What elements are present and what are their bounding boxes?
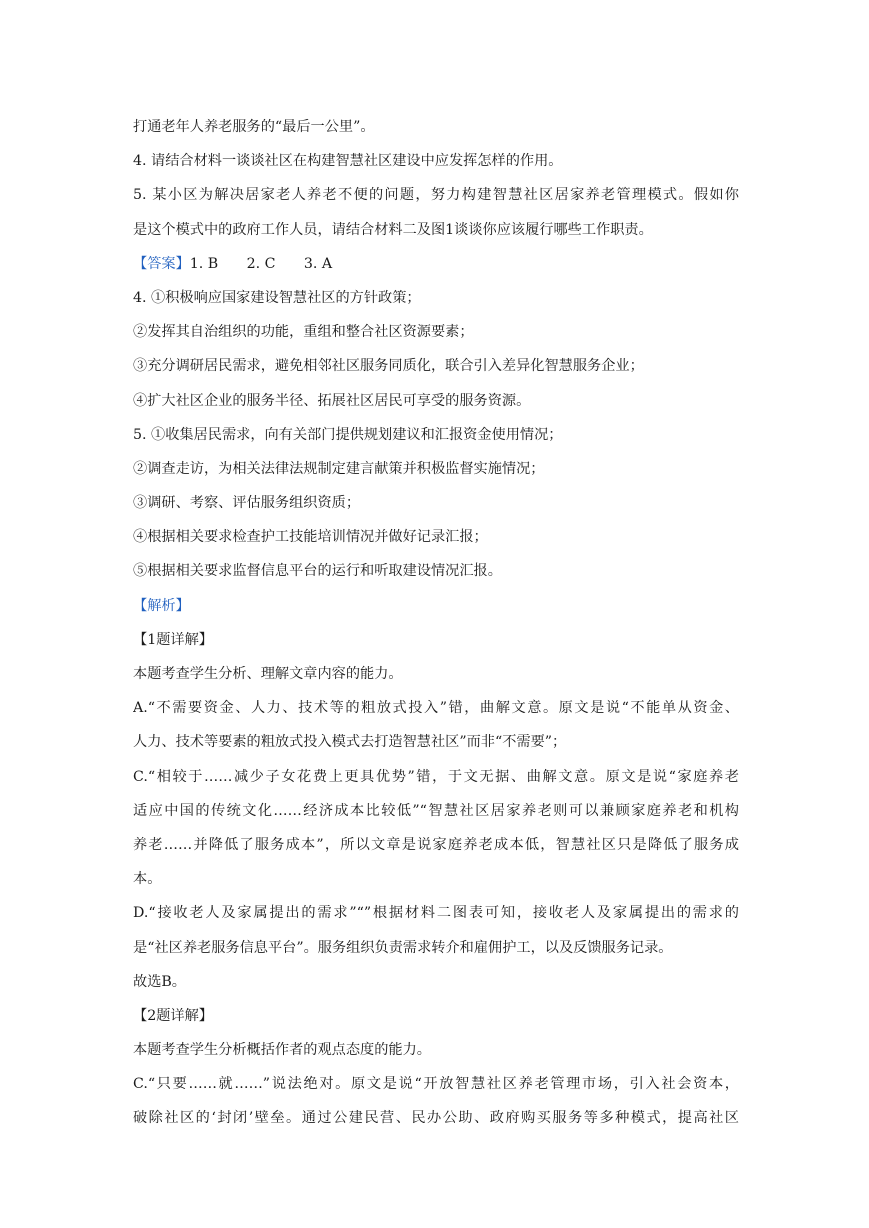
line-text: 人力、技术等要素的粗放式投入模式去打造智慧社区”而非“不需要”； xyxy=(133,734,567,751)
text-line xyxy=(133,1033,739,1067)
text-line xyxy=(133,554,739,588)
text-line xyxy=(133,418,739,452)
line-text: 【2题详解】 xyxy=(133,1007,213,1024)
line-text: ④根据相关要求检查护工技能培训情况并做好记录汇报； xyxy=(133,529,488,546)
text-line xyxy=(133,931,739,965)
line-text: C.“相较于……减少子女花费上更具优势”错，于文无据、曲解文意。原文是说“家庭养老 xyxy=(133,768,739,785)
line-text: 【1题详解】 xyxy=(133,631,213,648)
text-line xyxy=(133,657,739,691)
text-line xyxy=(133,623,739,657)
text-line xyxy=(133,349,739,383)
text-line xyxy=(133,486,739,520)
section-label-line xyxy=(133,589,739,623)
text-line xyxy=(133,178,739,212)
line-text: 适应中国的传统文化……经济成本比较低”“智慧社区居家养老则可以兼顾家庭养老和机构 xyxy=(133,802,739,819)
text-line xyxy=(133,896,739,930)
line-text: 打通老年人养老服务的“最后一公里”。 xyxy=(133,119,375,135)
line-text: ②调查走访，为相关法律法规制定建言献策并积极监督实施情况； xyxy=(133,460,545,477)
line-text: 故选B。 xyxy=(133,973,186,990)
line-text: 4. ①积极响应国家建设智慧社区的方针政策； xyxy=(133,289,421,306)
text-line xyxy=(133,144,739,178)
text-line xyxy=(133,760,739,794)
line-text: 是这个模式中的政府工作人员，请结合材料二及图1谈谈你应该履行哪些工作职责。 xyxy=(133,221,653,238)
line-text: 本题考查学生分析、理解文章内容的能力。 xyxy=(133,666,403,682)
text-line xyxy=(133,691,739,725)
line-text: 本。 xyxy=(133,871,162,888)
text-line xyxy=(133,725,739,759)
line-text: 是“社区养老服务信息平台”。服务组织负责需求转介和雇佣护工，以及反馈服务记录。 xyxy=(133,939,673,956)
text-line xyxy=(133,213,739,247)
line-text: 5. ①收集居民需求，向有关部门提供规划建议和汇报资金使用情况； xyxy=(133,426,563,443)
document-body xyxy=(133,110,739,1136)
text-line xyxy=(133,315,739,349)
line-text: ②发挥其自治组织的功能，重组和整合社区资源要素； xyxy=(133,324,474,341)
text-line xyxy=(133,828,739,862)
text-line xyxy=(133,1067,739,1101)
text-line xyxy=(133,384,739,418)
text-line xyxy=(133,965,739,999)
text-line xyxy=(133,110,739,144)
text-line xyxy=(133,794,739,828)
line-text: 4. 请结合材料一谈谈社区在构建智慧社区建设中应发挥怎样的作用。 xyxy=(133,153,563,170)
text-line xyxy=(133,520,739,554)
text-line xyxy=(133,862,739,896)
line-text: 养老……并降低了服务成本”，所以文章是说家庭养老成本低，智慧社区只是降低了服务成 xyxy=(133,836,739,853)
line-text: ③充分调研居民需求，避免相邻社区服务同质化，联合引入差异化智慧服务企业； xyxy=(133,358,644,375)
text-line xyxy=(133,999,739,1033)
line-text: 破除社区的‘封闭’壁垒。通过公建民营、民办公助、政府购买服务等多种模式，提高社区 xyxy=(133,1110,739,1127)
line-text: 5. 某小区为解决居家老人养老不便的问题，努力构建智慧社区居家养老管理模式。假如你 xyxy=(133,187,739,204)
section-label: 【答案】 xyxy=(133,255,190,272)
section-label-line xyxy=(133,247,739,281)
line-text: ④扩大社区企业的服务半径、拓展社区居民可享受的服务资源。 xyxy=(133,392,531,409)
text-line xyxy=(133,1101,739,1135)
line-text: D.“接收老人及家属提出的需求”“”根据材料二图表可知，接收老人及家属提出的需求的 xyxy=(133,905,739,922)
answer-choices: 1. B 2. C 3. A xyxy=(189,255,333,272)
text-line xyxy=(133,281,739,315)
line-text: 本题考查学生分析概括作者的观点态度的能力。 xyxy=(133,1042,431,1059)
line-text: A.“不需要资金、人力、技术等的粗放式投入”错，曲解文意。原文是说“不能单从资金、 xyxy=(133,700,739,717)
line-text: ⑤根据相关要求监督信息平台的运行和听取建设情况汇报。 xyxy=(133,563,502,580)
line-text: C.“只要……就……”说法绝对。原文是说“开放智慧社区养老管理市场，引入社会资本， xyxy=(133,1076,739,1093)
line-text: ③调研、考察、评估服务组织资质； xyxy=(133,495,361,512)
section-label: 【解析】 xyxy=(133,597,190,614)
text-line xyxy=(133,452,739,486)
